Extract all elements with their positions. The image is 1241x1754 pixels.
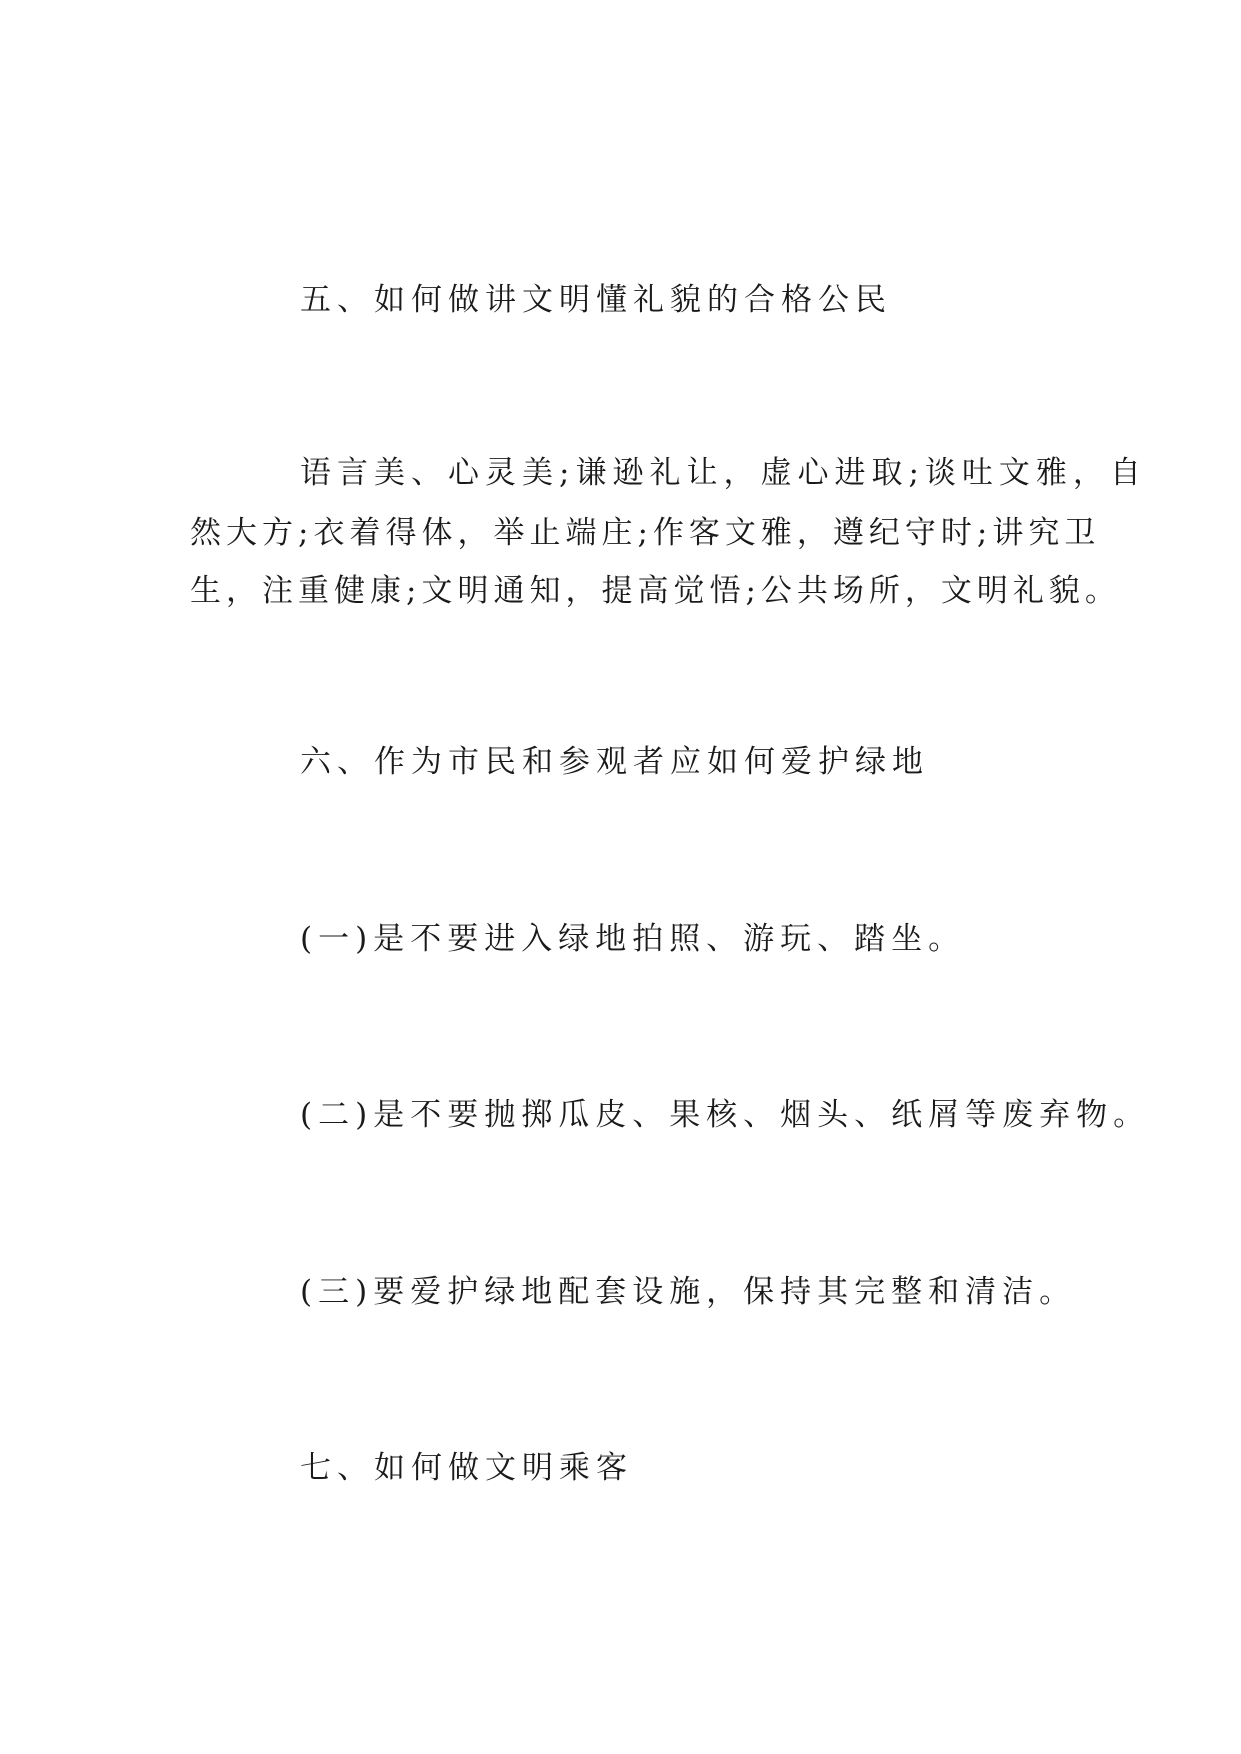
section-heading-6: 六、作为市民和参观者应如何爱护绿地 [300,744,929,780]
paragraph-line: 生，注重健康;文明通知，提高觉悟;公共场所，文明礼貌。 [190,573,1121,609]
list-item: (一)是不要进入绿地拍照、游玩、踏坐。 [300,921,966,957]
section-heading-7: 七、如何做文明乘客 [300,1450,633,1486]
list-item: (二)是不要抛掷瓜皮、果核、烟头、纸屑等废弃物。 [300,1097,1151,1133]
section-heading-5: 五、如何做讲文明懂礼貌的合格公民 [300,282,892,318]
paragraph-line: 然大方;衣着得体，举止端庄;作客文雅，遵纪守时;讲究卫 [190,515,1101,551]
list-item: (三)要爱护绿地配套设施，保持其完整和清洁。 [300,1274,1077,1310]
paragraph-line: 语言美、心灵美;谦逊礼让，虚心进取;谈吐文雅，自 [300,455,1147,491]
